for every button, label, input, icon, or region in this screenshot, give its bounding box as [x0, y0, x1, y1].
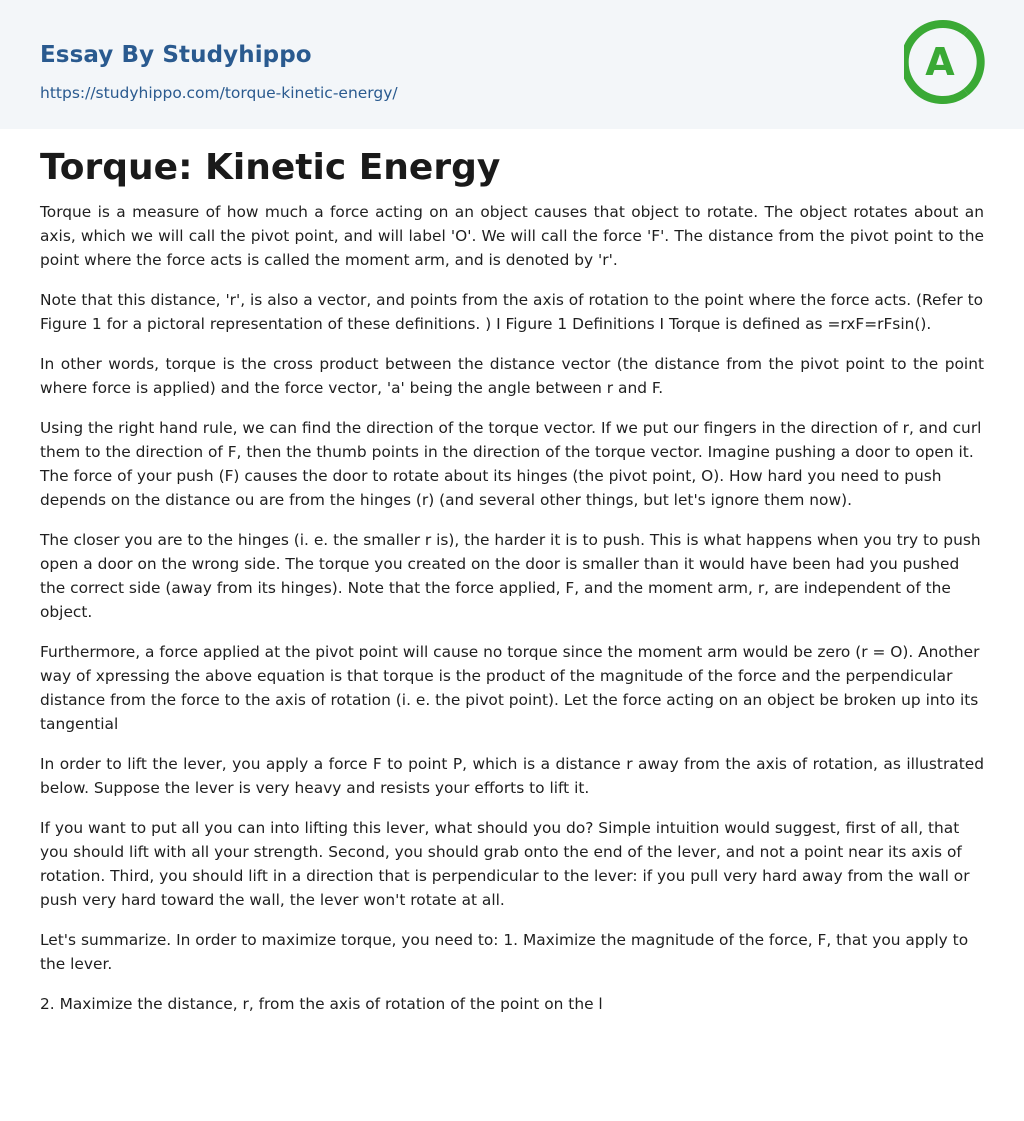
- paragraph: Note that this distance, 'r', is also a vector, and points from the axis of rotation to the point where the force acts. (Refer to Figure 1 for a pictoral representation of these definitions. ) I Figure 1 Definitions I Torque is defined as =rxF=rFsin().: [40, 291, 984, 333]
- paragraph: The closer you are to the hinges (i. e. the smaller r is), the harder it is to push. This is what happens when you try to push open a door on the wrong side. The torque you created on the door is smaller than it would have been had you pushed the correct side (away from its hinges). Note that the force applied, F, and the moment arm, r, are independent of the object.: [40, 531, 981, 621]
- page-title: Torque: Kinetic Energy: [40, 147, 501, 188]
- paragraph: In order to lift the lever, you apply a force F to point P, which is a distance r away from the axis of rotation, as illustrated below. Suppose the lever is very heavy and resists your efforts to lift it.: [40, 755, 984, 797]
- paragraph: Using the right hand rule, we can find the direction of the torque vector. If we put our fingers in the direction of r, and curl them to the direction of F, then the thumb points in the direction of the torque vector. Imagine pushing a door to open it. The force of your push (F) causes the door to rotate about its hinges (the pivot point, O). How hard you need to push depends on the distance ou are from the hinges (r) (and several other things, but let's ignore them now).: [40, 419, 982, 509]
- paragraph: Let's summarize. In order to maximize torque, you need to: 1. Maximize the magnitude of the force, F, that you apply to the lever.: [40, 931, 969, 973]
- paragraph: 2. Maximize the distance, r, from the axis of rotation of the point on the l: [40, 995, 603, 1013]
- paragraph: If you want to put all you can into lifting this lever, what should you do? Simple intuition would suggest, first of all, that you should lift with all your strength. Second, you should grab onto the end of the lever, and not a point near its axis of rotation. Third, you should lift in a direction that is perpendicular to the lever: if you pull very hard away from the wall or push very hard toward the wall, the lever won't rotate at all.: [40, 819, 970, 909]
- site-title: Essay By Studyhippo: [40, 42, 312, 68]
- article-body: [40, 200, 984, 1032]
- paragraph: In other words, torque is the cross product between the distance vector (the distance from the pivot point to the point where force is applied) and the force vector, 'a' being the angle between r and F.: [40, 355, 984, 397]
- source-url-link[interactable]: https://studyhippo.com/torque-kinetic-energy/: [40, 84, 398, 102]
- studyhippo-logo-icon[interactable]: [904, 18, 988, 106]
- paragraph: Torque is a measure of how much a force acting on an object causes that object to rotate. The object rotates about an axis, which we will call the pivot point, and will label 'O'. We will call the force 'F'. The distance from the pivot point to the point where the force acts is called the moment arm, and is denoted by 'r'.: [40, 203, 984, 269]
- paragraph: Furthermore, a force applied at the pivot point will cause no torque since the moment arm would be zero (r = O). Another way of xpressing the above equation is that torque is the product of the magnitude of the force and the perpendicular distance from the force to the axis of rotation (i. e. the pivot point). Let the force acting on an object be broken up into its tangential: [40, 643, 980, 733]
- logo-letter: A: [925, 40, 955, 84]
